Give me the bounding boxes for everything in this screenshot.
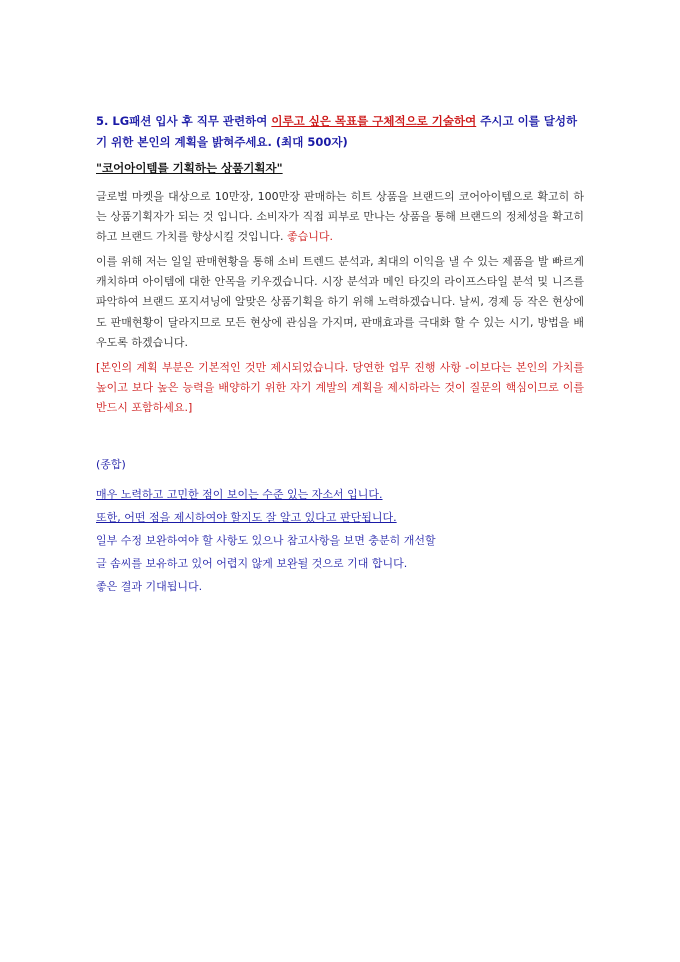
summary-heading: (종합) (96, 458, 126, 471)
answer-paragraph-1 (96, 187, 584, 248)
summary-line: 좋은 결과 기대됩니다. (96, 580, 203, 593)
summary-line: 또한, 어떤 점을 제시하여야 할지도 잘 알고 있다고 판단됩니다. (96, 511, 397, 524)
question-heading (96, 111, 584, 153)
question-prefix: 5. LG패션 입사 후 직무 관련하여 (96, 114, 272, 128)
question-underlined-phrase: 이루고 싶은 목표를 구체적으로 기술하여 (271, 114, 477, 128)
answer-title: "코어아이템를 기획하는 상품기획자" (96, 161, 283, 175)
summary-line: 일부 수정 보완하여야 할 사항도 있으나 참고사항을 보면 충분히 개선할 (96, 534, 436, 547)
answer-paragraph-2: 이를 위해 저는 일일 판매현황을 통해 소비 트렌드 분석과, 최대의 이익을 낼 수 있는 제품을 발 빠르게 캐치하며 아이템에 대한 안목을 키우겠습니다. 시장 분석과 메인 타깃의 라이프스타일 분석 및 니즈를 파악하여 브랜드 포지셔닝에 알맞은 상품기획을 하기 위해 노력하겠습니다. 날씨, 경제 등 작은 현상에도 판매현황이 달라지므로 모든 현상에 관심을 가지며, 판매효과를 극대화 할 수 있는 시기, 방법을 배우도록 하겠습니다. (96, 255, 584, 349)
reviewer-highlight: 좋습니다. (287, 230, 334, 244)
summary-line: 매우 노력하고 고민한 점이 보이는 수준 있는 자소서 입니다. (96, 488, 383, 501)
answer-paragraph-1-text: 글로벌 마켓을 대상으로 10만장, 100만장 판매하는 히트 상품을 브랜드의 코어아이템으로 확고히 하는 상품기획자가 되는 것 입니다. 소비자가 직접 피부로 만나는 상품을 통해 브랜드의 정체성을 확고히 하고 브랜드 가치를 향상시킬 것입니다. (96, 190, 584, 244)
question-suffix: 주시고 이를 달성하기 위한 본인의 계획을 밝혀주세요. (최대 500자) (96, 114, 578, 149)
reviewer-comment: [본인의 계획 부분은 기본적인 것만 제시되었습니다. 당연한 업무 진행 사항 -이보다는 본인의 가치를 높이고 보다 높은 능력을 배양하기 위한 자기 계발의 계획을 제시하라는 것이 질문의 핵심이므로 이를 반드시 포함하세요.] (96, 361, 584, 415)
summary-line: 글 솜씨를 보유하고 있어 어렵지 않게 보완될 것으로 기대 합니다. (96, 557, 408, 570)
